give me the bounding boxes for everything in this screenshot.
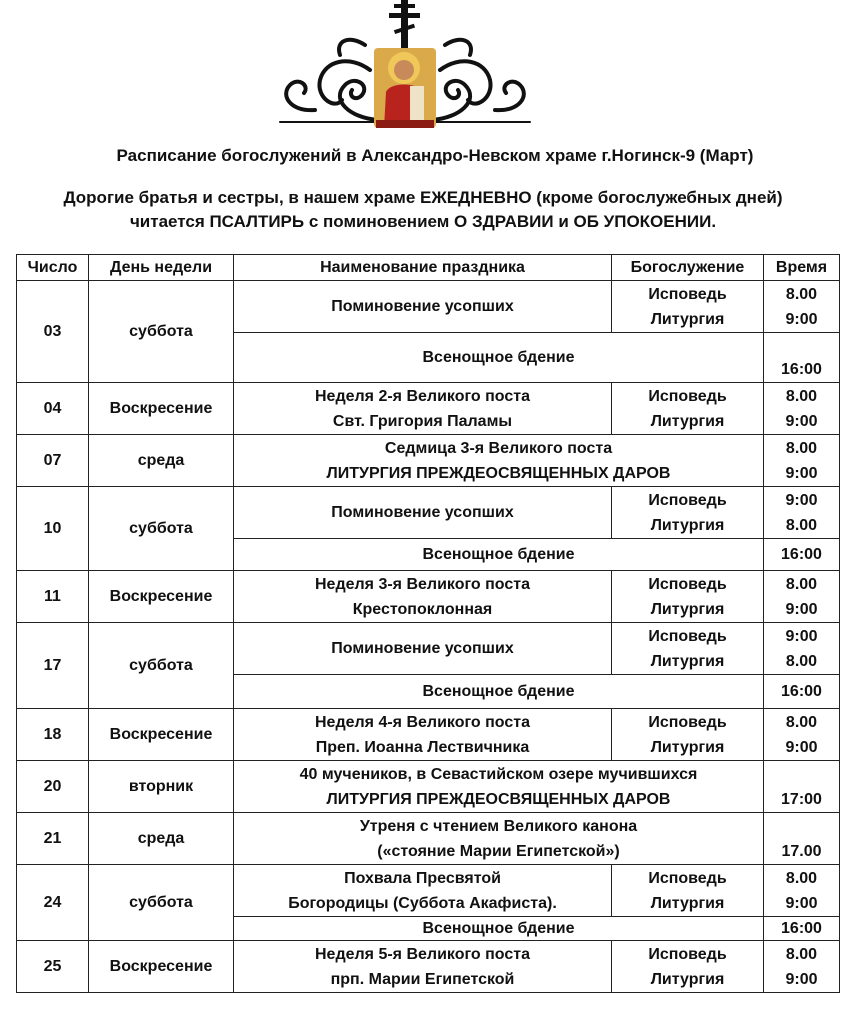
- time-cell: 16:00: [764, 333, 840, 383]
- feast-cell: 40 мучеников, в Севастийском озере мучившихся ЛИТУРГИЯ ПРЕЖДЕОСВЯЩЕННЫХ ДАРОВ: [234, 761, 764, 813]
- table-row: [17, 709, 840, 761]
- day-cell: 25: [17, 941, 89, 993]
- vigil-cell: Всенощное бдение: [234, 333, 764, 383]
- day-cell: 17: [17, 623, 89, 709]
- column-header-day: Число: [17, 255, 89, 281]
- column-header-time: Время: [764, 255, 840, 281]
- intro-text-line-1: Дорогие братья и сестры, в нашем храме ЕЖЕДНЕВНО (кроме богослужебных дней): [63, 188, 783, 207]
- table-row: [17, 571, 840, 623]
- time-cell: 8.00 9:00: [764, 281, 840, 333]
- feast-cell: Поминовение усопших: [234, 623, 612, 675]
- table-header-row: [17, 255, 840, 281]
- time-cell: 8.00 9:00: [764, 383, 840, 435]
- time-cell: 9:00 8.00: [764, 487, 840, 539]
- table-row: [17, 383, 840, 435]
- column-header-service: Богослужение: [612, 255, 764, 281]
- day-cell: 03: [17, 281, 89, 383]
- intro-text-line-2: читается ПСАЛТИРЬ с поминовением О ЗДРАВИИ и ОБ УПОКОЕНИИ.: [129, 212, 717, 231]
- service-cell: Исповедь Литургия: [612, 383, 764, 435]
- time-cell: 8.00 9:00: [764, 709, 840, 761]
- feast-cell: Неделя 3-я Великого поста Крестопоклонная: [234, 571, 612, 623]
- weekday-cell: среда: [89, 435, 234, 487]
- time-cell: 8.00 9:00: [764, 435, 840, 487]
- weekday-cell: суббота: [89, 281, 234, 383]
- feast-cell: Седмица 3-я Великого поста ЛИТУРГИЯ ПРЕЖДЕОСВЯЩЕННЫХ ДАРОВ: [234, 435, 764, 487]
- weekday-cell: Воскресение: [89, 383, 234, 435]
- time-cell: 8.00 9:00: [764, 571, 840, 623]
- time-cell: 17.00: [764, 813, 840, 865]
- time-cell: 8.00 9:00: [764, 865, 840, 917]
- day-cell: 24: [17, 865, 89, 941]
- service-cell: Исповедь Литургия: [612, 281, 764, 333]
- table-row: [17, 281, 840, 333]
- schedule-table: [16, 254, 840, 993]
- weekday-cell: суббота: [89, 623, 234, 709]
- time-cell: 9:00 8.00: [764, 623, 840, 675]
- feast-cell: Неделя 2-я Великого поста Свт. Григория Паламы: [234, 383, 612, 435]
- column-header-weekday: День недели: [89, 255, 234, 281]
- weekday-cell: вторник: [89, 761, 234, 813]
- day-cell: 10: [17, 487, 89, 571]
- table-row: [17, 487, 840, 539]
- day-cell: 18: [17, 709, 89, 761]
- feast-cell: Поминовение усопших: [234, 281, 612, 333]
- feast-cell: Поминовение усопших: [234, 487, 612, 539]
- weekday-cell: Воскресение: [89, 941, 234, 993]
- service-cell: Исповедь Литургия: [612, 571, 764, 623]
- feast-cell: Утреня с чтением Великого канона («стояние Марии Египетской»): [234, 813, 764, 865]
- time-cell: 16:00: [764, 539, 840, 571]
- weekday-cell: Воскресение: [89, 571, 234, 623]
- saint-icon-image: [374, 48, 436, 128]
- time-cell: 16:00: [764, 675, 840, 709]
- feast-cell: Неделя 4-я Великого поста Преп. Иоанна Лествичника: [234, 709, 612, 761]
- day-cell: 11: [17, 571, 89, 623]
- left-scroll-ornament-icon: [280, 40, 380, 122]
- weekday-cell: суббота: [89, 487, 234, 571]
- feast-cell: Неделя 5-я Великого поста прп. Марии Египетской: [234, 941, 612, 993]
- vigil-cell: Всенощное бдение: [234, 539, 764, 571]
- day-cell: 21: [17, 813, 89, 865]
- service-cell: Исповедь Литургия: [612, 709, 764, 761]
- vigil-cell: Всенощное бдение: [234, 675, 764, 709]
- table-row: [17, 865, 840, 917]
- service-cell: Исповедь Литургия: [612, 487, 764, 539]
- day-cell: 20: [17, 761, 89, 813]
- time-cell: 16:00: [764, 917, 840, 941]
- table-row: [17, 623, 840, 675]
- vigil-cell: Всенощное бдение: [234, 917, 764, 941]
- column-header-feast: Наименование праздника: [234, 255, 612, 281]
- table-row: [17, 941, 840, 993]
- time-cell: 17:00: [764, 761, 840, 813]
- right-scroll-ornament-icon: [430, 40, 530, 122]
- weekday-cell: суббота: [89, 865, 234, 941]
- table-row: [17, 761, 840, 813]
- weekday-cell: среда: [89, 813, 234, 865]
- service-cell: Исповедь Литургия: [612, 941, 764, 993]
- weekday-cell: Воскресение: [89, 709, 234, 761]
- header-ornament-icon: [270, 0, 540, 135]
- day-cell: 04: [17, 383, 89, 435]
- feast-cell: Похвала Пресвятой Богородицы (Суббота Акафиста).: [234, 865, 612, 917]
- service-cell: Исповедь Литургия: [612, 865, 764, 917]
- table-row: [17, 435, 840, 487]
- orthodox-cross-icon: [389, 0, 420, 50]
- page-title: Расписание богослужений в Александро-Невском храме г.Ногинск-9 (Март): [116, 146, 754, 165]
- time-cell: 8.00 9:00: [764, 941, 840, 993]
- service-cell: Исповедь Литургия: [612, 623, 764, 675]
- table-row: [17, 813, 840, 865]
- day-cell: 07: [17, 435, 89, 487]
